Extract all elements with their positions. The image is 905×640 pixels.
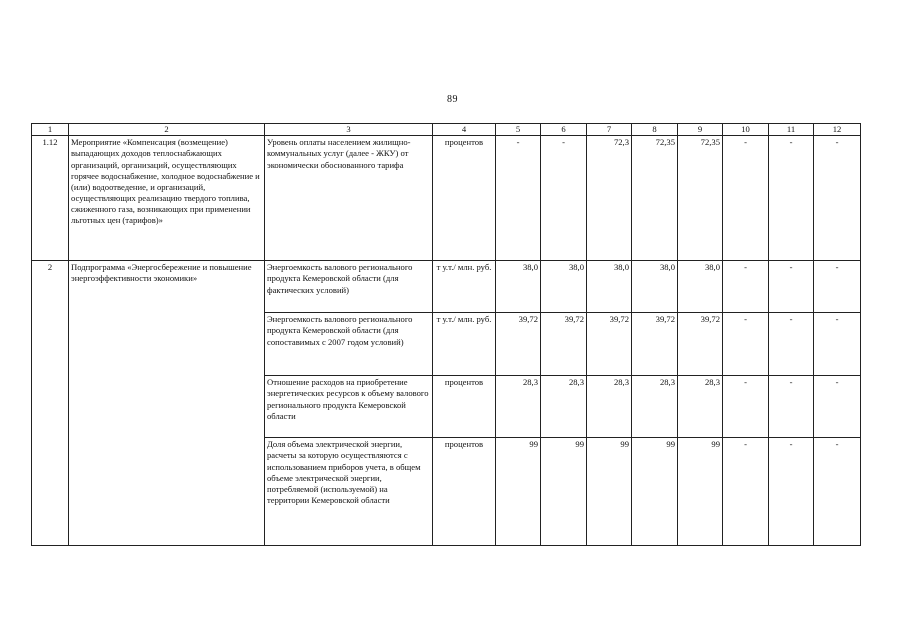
column-number: 12 [814, 124, 861, 136]
value-cell: 39,72 [632, 313, 678, 376]
column-number: 8 [632, 124, 678, 136]
value-cell: - [769, 376, 814, 438]
column-number: 1 [32, 124, 69, 136]
indicator-name: Энергоемкость валового регионального продукта Кемеровской области (для фактических условий) [265, 261, 433, 313]
value-cell: - [723, 376, 769, 438]
column-number: 11 [769, 124, 814, 136]
unit: т у.т./ млн. руб. [433, 261, 496, 313]
value-cell: - [814, 136, 861, 261]
column-number: 2 [69, 124, 265, 136]
value-cell: - [723, 438, 769, 546]
value-cell: 28,3 [678, 376, 723, 438]
row-index: 2 [32, 261, 69, 546]
unit: т у.т./ млн. руб. [433, 313, 496, 376]
measure-name: Мероприятие «Компенсация (возмещение) выпадающих доходов теплоснабжающих организаций, организаций, осуществляющих горячее водоснабжение, холодное водоснабжение и (или) водоотведение, и организаций, осуществляющих реализацию твердого топлива, сжиженного газа, возникающих при применении льготных цен (тарифов)» [69, 136, 265, 261]
unit: процентов [433, 438, 496, 546]
value-cell: 38,0 [541, 261, 587, 313]
value-cell: 72,35 [632, 136, 678, 261]
value-cell: 38,0 [678, 261, 723, 313]
value-cell: 28,3 [496, 376, 541, 438]
value-cell: - [814, 261, 861, 313]
value-cell: 39,72 [496, 313, 541, 376]
page-number: 89 [447, 94, 458, 105]
value-cell: - [541, 136, 587, 261]
value-cell: 99 [496, 438, 541, 546]
unit: процентов [433, 376, 496, 438]
column-number: 3 [265, 124, 433, 136]
column-number: 9 [678, 124, 723, 136]
value-cell: 38,0 [496, 261, 541, 313]
indicator-name: Энергоемкость валового регионального продукта Кемеровской области (для сопоставимых с 2007 годом условий) [265, 313, 433, 376]
table-row [32, 261, 861, 313]
column-number-row [32, 124, 861, 136]
value-cell: 72,35 [678, 136, 723, 261]
value-cell: - [814, 313, 861, 376]
value-cell: - [723, 261, 769, 313]
row-index: 1.12 [32, 136, 69, 261]
value-cell: - [769, 136, 814, 261]
value-cell: 38,0 [632, 261, 678, 313]
value-cell: - [814, 438, 861, 546]
value-cell: 99 [587, 438, 632, 546]
column-number: 10 [723, 124, 769, 136]
value-cell: 28,3 [541, 376, 587, 438]
value-cell: 39,72 [541, 313, 587, 376]
value-cell: - [814, 376, 861, 438]
value-cell: - [496, 136, 541, 261]
value-cell: 38,0 [587, 261, 632, 313]
value-cell: 39,72 [678, 313, 723, 376]
indicators-table [31, 123, 861, 546]
value-cell: 99 [678, 438, 723, 546]
value-cell: - [723, 313, 769, 376]
column-number: 5 [496, 124, 541, 136]
value-cell: - [769, 313, 814, 376]
indicator-name: Уровень оплаты населением жилищно-коммунальных услуг (далее - ЖКУ) от экономически обоснованного тарифа [265, 136, 433, 261]
indicator-name: Отношение расходов на приобретение энергетических ресурсов к объему валового регионального продукта Кемеровской области [265, 376, 433, 438]
unit: процентов [433, 136, 496, 261]
column-number: 4 [433, 124, 496, 136]
measure-name: Подпрограмма «Энергосбережение и повышение энергоэффективности экономики» [69, 261, 265, 546]
value-cell: 99 [541, 438, 587, 546]
table-row [32, 136, 861, 261]
indicator-name: Доля объема электрической энергии, расчеты за которую осуществляются с использованием приборов учета, в общем объеме электрической энергии, потребляемой (используемой) на территории Кемеровской области [265, 438, 433, 546]
value-cell: 28,3 [632, 376, 678, 438]
value-cell: - [769, 261, 814, 313]
column-number: 7 [587, 124, 632, 136]
value-cell: 72,3 [587, 136, 632, 261]
value-cell: 28,3 [587, 376, 632, 438]
column-number: 6 [541, 124, 587, 136]
value-cell: 99 [632, 438, 678, 546]
value-cell: 39,72 [587, 313, 632, 376]
value-cell: - [723, 136, 769, 261]
value-cell: - [769, 438, 814, 546]
